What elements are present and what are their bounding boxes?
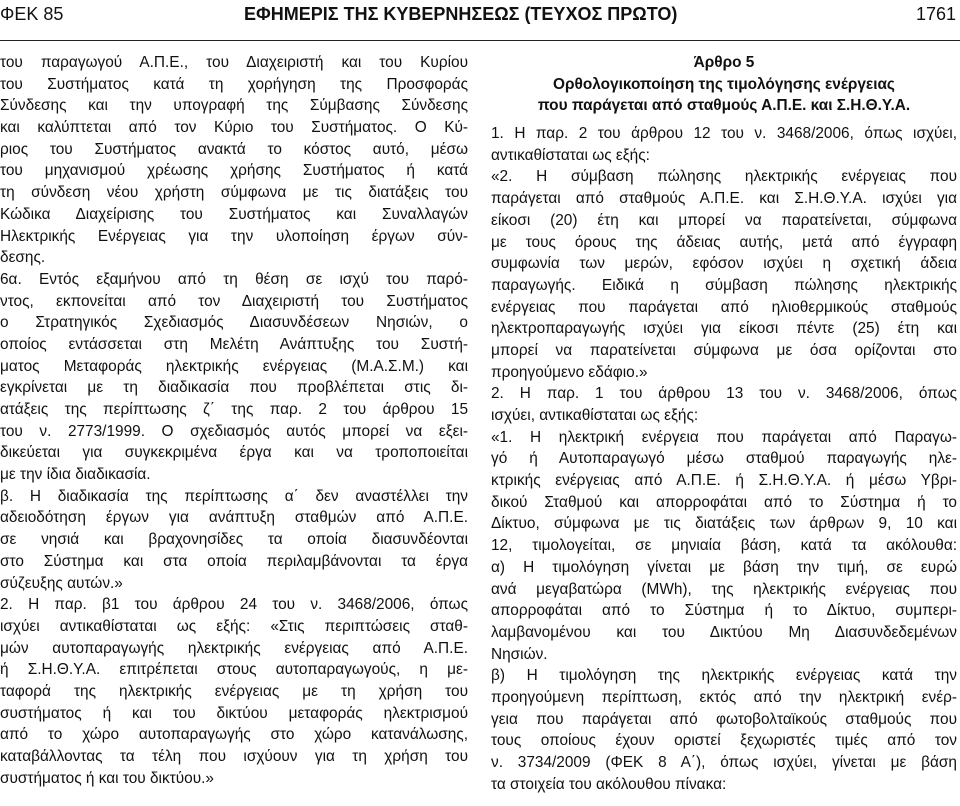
text-line: μών αυτοπαραγωγής ηλεκτρικής ενέργειας από Α.Π.Ε. (0, 639, 468, 657)
text-line: ενέργειας που παράγεται από ηλιοθερμικούς σταθμούς (491, 298, 957, 316)
text-line: καταβάλλοντας τα τέλη που ισχύουν για τη χρήση του (0, 748, 468, 765)
text-line: από το χώρο αυτοπαραγωγής στο χώρο κατανάλωσης, (0, 726, 468, 744)
text-line: ανά μεγαβατώρα (MWh), της ηλεκτρικής ενέργειας που (491, 580, 957, 598)
text-line: του Συστήματος κατά τη χορήγηση της Προσφοράς (0, 75, 468, 93)
text-line: προηγούμενο εδάφιο.» (491, 363, 648, 381)
article-title-line-2: που παράγεται από σταθμούς Α.Π.Ε. και Σ.Η.Θ.Υ.Α. (537, 97, 911, 115)
left-column (0, 52, 468, 789)
text-line: παραγωγής. Ειδικά η σύμβαση πώλησης ηλεκτρικής (491, 276, 957, 294)
text-line: «2. Η σύμβαση πώλησης ηλεκτρικής ενέργειας που (491, 168, 957, 186)
text-line: «1. Η ηλεκτρική ενέργεια που παράγεται από Παραγω- (491, 428, 957, 446)
text-line: ντος, εκπονείται από τον Διαχειριστή του Συστήματος (0, 292, 468, 310)
text-line: απορροφάται από το Σύστημα ή το Δίκτυο, συμπερι- (491, 602, 957, 620)
text-line: τα στοιχεία του ακόλουθου πίνακα: (491, 775, 727, 793)
header-divider (0, 40, 960, 41)
text-line: συμφωνία των μερών, εφόσον ισχύει η σχετική άδεια (491, 255, 957, 273)
text-line: Κώδικα Διαχείρισης του Συστήματος και Συναλλαγών (0, 205, 468, 223)
text-line: 1. Η παρ. 2 του άρθρου 12 του ν. 3468/2006, όπως ισχύει, (491, 125, 957, 143)
text-line: αδειοδότηση έργων για ανάπτυξη σταθμών από Α.Π.Ε. (0, 509, 468, 527)
text-line: ο Στρατηγικός Σχεδιασμός Διασυνδέσεων Νησιών, ο (0, 314, 468, 332)
text-line: του παραγωγού Α.Π.Ε., του Διαχειριστή και του Κυρίου (0, 54, 468, 71)
text-line: ισχύει, αντικαθίσταται ως εξής: (491, 407, 699, 424)
text-line: γό ή Αυτοπαραγωγό μέσω σταθμού παραγωγής ηλε- (491, 450, 957, 468)
text-line: προηγούμενη περίπτωση, εκτός από την ηλεκτρική ενέρ- (491, 688, 957, 706)
text-line: και καλύπτεται από τον Κύριο του Συστήματος. Ο Κύ- (0, 119, 468, 137)
text-line: με την ίδια διαδικασία. (0, 466, 151, 484)
text-line: Δίκτυο, σύμφωνα με τις διατάξεις των άρθρων 9, 10 και (491, 515, 957, 533)
page-header (0, 4, 960, 34)
text-line: παράγεται από σταθμούς Α.Π.Ε. και Σ.Η.Θ.Υ.Α. ισχύει για (491, 190, 957, 208)
text-line: Σύνδεσης και την υπογραφή της Σύμβασης Σύνδεσης (0, 97, 468, 115)
text-line: ταφορά της ηλεκτρικής ενέργειας με τη χρήση του (0, 682, 468, 700)
right-column (491, 52, 957, 795)
text-line: με τους όρους της άδειας αυτής, μετά από έγγραφη (491, 233, 957, 251)
text-line: συστήματος ή και του δικτύου μεταφοράς ηλεκτρισμού (0, 704, 468, 722)
article-title-line-1: Ορθολογικοποίηση της τιμολόγησης ενέργειας (553, 75, 895, 93)
text-line: κτρικής ενέργειας από Α.Π.Ε. ή Σ.Η.Θ.Υ.Α. ή μέσω Υβρι- (491, 472, 957, 490)
text-line: σε νησιά και βραχονησίδες τα οποία διασυνδέονται (0, 531, 468, 549)
text-line: ή Σ.Η.Θ.Υ.Α. επιτρέπεται στους αυτοπαραγωγούς, η με- (0, 661, 468, 679)
text-line: δικεύεται για συγκεκριμένα έργα και να τροποποιείται (0, 444, 468, 462)
article-number: Άρθρο 5 (693, 54, 755, 71)
text-line: μπορεί να παρατείνεται σύμφωνα με όσα ορίζονται στο (491, 341, 957, 359)
text-line: ατάξεις της περίπτωσης ζ΄ της παρ. 2 του άρθρου 15 (0, 401, 468, 418)
text-line: 6α. Εντός εξαμήνου από τη θέση σε ισχύ του παρό- (0, 270, 468, 288)
text-line: Ηλεκτρικής Ενέργειας για την υλοποίηση έργων σύν- (0, 227, 468, 245)
text-line: α) Η τιμολόγηση γίνεται με βάση την τιμή, σε ευρώ (491, 558, 957, 576)
text-line: αντικαθίσταται ως εξής: (491, 146, 650, 164)
text-line: συστήματος ή και του δικτύου.» (0, 769, 214, 787)
text-line: β) Η τιμολόγηση της ηλεκτρικής ενέργειας κατά την (491, 667, 957, 685)
text-line: εγκρίνεται με τη διαδικασία που προβλέπεται στις δι- (0, 379, 468, 397)
article-body (491, 123, 957, 795)
text-line: 12, τιμολογείται, σε μηνιαία βάση, κατά τα ακόλουθα: (491, 537, 957, 555)
page-number: 1761 (915, 4, 956, 24)
text-line: ματος Μεταφοράς ηλεκτρικής ενέργειας (Μ.Α.Σ.Μ.) και (0, 357, 468, 375)
text-line: ισχύει αντικαθίσταται ως εξής: «Στις περιπτώσεις σταθ- (0, 617, 468, 635)
text-line: 2. Η παρ. β1 του άρθρου 24 του ν. 3468/2006, όπως (0, 596, 468, 614)
text-line: γεια που παράγεται από φωτοβολταϊκούς σταθμούς που (491, 710, 957, 728)
text-line: ηλεκτροπαραγωγής ισχύει για είκοσι πέντε (25) έτη και (491, 320, 957, 338)
text-line: του ν. 2773/1999. Ο σχεδιασμός αυτός μπορεί να εξει- (0, 422, 468, 440)
text-line: του μηχανισμού χρέωσης χρήσης Συστήματος ή κατά (0, 162, 468, 180)
text-line: τους οποίους έχουν οριστεί ξεχωριστές τιμές από τον (491, 732, 957, 750)
text-line: στο Σύστημα και στα οποία περιλαμβάνονται τα έργα (0, 552, 468, 570)
text-line: δεσης. (0, 249, 46, 267)
text-line: σύζευξης αυτών.» (0, 574, 123, 592)
text-line: δικού Σταθμού και απορροφάται από το Σύστημα ή το (491, 493, 957, 511)
text-line: ριος του Συστήματος ανακτά το κόστος αυτό, μέσω (0, 140, 468, 158)
text-line: οποίος εντάσσεται στη Μελέτη Ανάπτυξης του Συστή- (0, 335, 468, 353)
text-line: είκοσι (20) έτη και μπορεί να παρατείνεται, σύμφωνα (491, 211, 957, 229)
text-line: τη σύνδεση νέου χρήστη σύμφωνα με τις διατάξεις του (0, 184, 468, 202)
text-line: λαμβανομένου και του Δικτύου Μη Διασυνδεδεμένων (491, 623, 957, 641)
gazette-title: ΕΦΗΜΕΡΙΣ ΤΗΣ ΚΥΒΕΡΝΗΣΕΩΣ (ΤΕΥΧΟΣ ΠΡΩΤΟ) (244, 4, 678, 24)
text-line: ν. 3734/2009 (ΦΕΚ 8 Α΄), όπως ισχύει, γίνεται με βάση (491, 754, 957, 771)
text-line: Νησιών. (491, 645, 548, 663)
text-line: β. Η διαδικασία της περίπτωσης α΄ δεν αναστέλλει την (0, 487, 468, 505)
text-line: 2. Η παρ. 1 του άρθρου 13 του ν. 3468/2006, όπως (491, 385, 957, 403)
issue-label: ΦΕΚ 85 (0, 4, 64, 24)
